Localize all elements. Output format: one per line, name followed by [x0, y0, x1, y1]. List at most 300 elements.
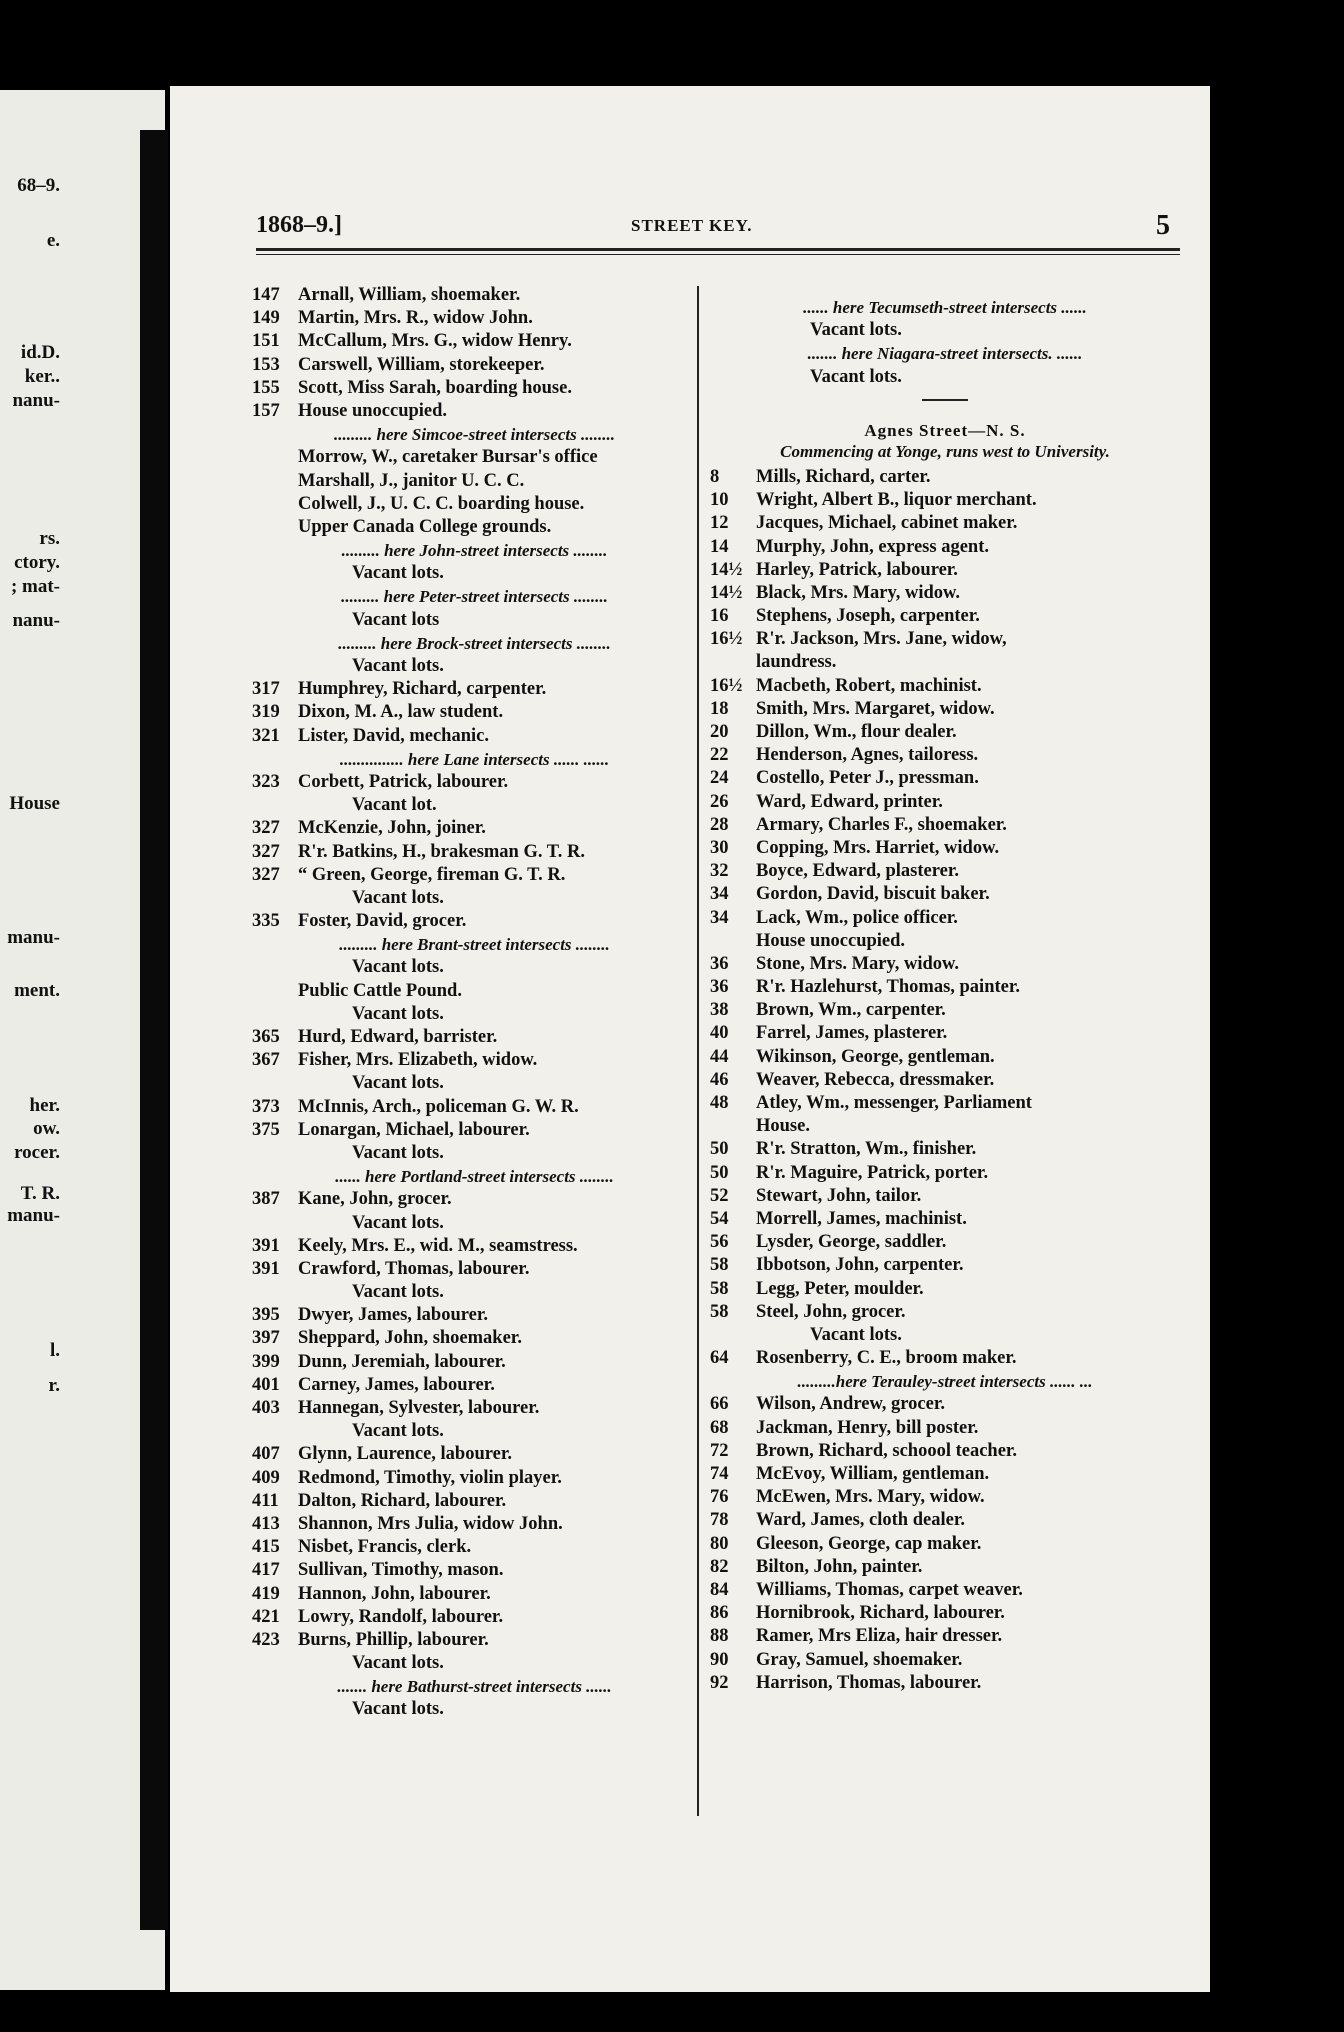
house-number: 155: [252, 377, 280, 398]
house-number: 18: [710, 698, 729, 719]
fragment-text: 68–9.: [17, 175, 60, 196]
house-number: 36: [710, 953, 729, 974]
resident-text: Wilson, Andrew, grocer.: [756, 1394, 945, 1415]
directory-entry: [252, 1096, 697, 1119]
directory-entry: [710, 1254, 1180, 1277]
house-number: 40: [710, 1023, 729, 1044]
directory-entry: [710, 582, 1180, 605]
directory-entry: [710, 1069, 1180, 1092]
directory-entry: [252, 1258, 697, 1281]
directory-entry: [252, 1049, 697, 1072]
resident-text: Crawford, Thomas, labourer.: [298, 1258, 530, 1279]
house-number: 56: [710, 1232, 729, 1253]
vacant-lots-line: Vacant lots.: [810, 366, 902, 387]
resident-text: Lysder, George, saddler.: [756, 1232, 947, 1253]
house-number: 26: [710, 791, 729, 812]
resident-text: Wikinson, George, gentleman.: [756, 1046, 995, 1067]
directory-entry: [710, 466, 1180, 489]
directory-entry: [252, 330, 697, 353]
house-number: 50: [710, 1139, 729, 1160]
house-number: 327: [252, 818, 280, 839]
resident-text: Legg, Peter, moulder.: [756, 1278, 924, 1299]
house-number: 88: [710, 1626, 729, 1647]
house-number: 28: [710, 814, 729, 835]
house-number: 10: [710, 490, 729, 511]
house-number: 413: [252, 1513, 280, 1534]
cross-street-line: .........here Terauley-street intersects ...... ...: [797, 1372, 1093, 1392]
resident-text: Carney, James, labourer.: [298, 1374, 495, 1395]
house-number: 48: [710, 1093, 729, 1113]
vacant-lots-line: Vacant lots.: [352, 563, 444, 584]
fragment-text: r.: [48, 1375, 60, 1396]
house-number: 58: [710, 1301, 729, 1322]
directory-entry: [710, 1208, 1180, 1231]
directory-entry: [710, 1301, 1180, 1324]
house-number: 407: [252, 1444, 280, 1465]
fragment-text: her.: [29, 1095, 60, 1116]
directory-entry: [710, 1162, 1180, 1185]
directory-entry: [710, 1463, 1180, 1486]
resident-text: Dillon, Wm., flour dealer.: [756, 722, 957, 742]
resident-text: Murphy, John, express agent.: [756, 536, 989, 557]
house-number: 34: [710, 907, 729, 928]
vacant-lots-line: Vacant lots.: [810, 1324, 902, 1345]
fragment-text: ; mat-: [10, 576, 60, 597]
resident-text: R'r. Hazlehurst, Thomas, painter.: [756, 977, 1020, 998]
resident-text: Mills, Richard, carter.: [756, 466, 931, 487]
resident-text: Hannon, John, labourer.: [298, 1583, 491, 1604]
directory-entry: [710, 489, 1180, 512]
resident-text: “ Green, George, fireman G. T. R.: [298, 864, 566, 885]
house-number: 391: [252, 1258, 280, 1279]
house-number: 417: [252, 1560, 280, 1581]
house-number: 367: [252, 1050, 280, 1071]
directory-entry: [252, 864, 697, 887]
directory-entry: [252, 1235, 697, 1258]
directory-entry: [252, 1119, 697, 1142]
right-entries: [710, 466, 1180, 1695]
directory-entry: [252, 1629, 697, 1652]
house-number: 391: [252, 1235, 280, 1256]
resident-text: Carswell, William, storekeeper.: [298, 354, 545, 375]
house-number: 78: [710, 1510, 729, 1531]
resident-text: Sheppard, John, shoemaker.: [298, 1328, 522, 1349]
house-number: 86: [710, 1603, 729, 1624]
resident-text: Dixon, M. A., law student.: [298, 702, 504, 723]
resident-text: Lowry, Randolf, labourer.: [298, 1606, 504, 1627]
resident-text: Wright, Albert B., liquor merchant.: [756, 490, 1037, 511]
fragment-text: rocer.: [14, 1142, 60, 1163]
resident-text: Jacques, Michael, cabinet maker.: [756, 513, 1018, 534]
house-number: 66: [710, 1394, 729, 1415]
house-number: 80: [710, 1533, 729, 1554]
directory-entry: [252, 1026, 697, 1049]
vacant-lots-line: Vacant lots.: [352, 957, 444, 978]
resident-text: Ramer, Mrs Eliza, hair dresser.: [756, 1626, 1003, 1647]
directory-entry: [252, 1559, 697, 1582]
house-number: 72: [710, 1440, 729, 1461]
house-number: 90: [710, 1649, 729, 1670]
vacant-lots-line: Vacant lots.: [352, 1142, 444, 1163]
vacant-lots-line: Vacant lots: [352, 609, 440, 630]
fragment-text: House: [9, 793, 60, 814]
cross-street-line: ......... here Peter-street intersects ........: [341, 587, 608, 607]
directory-entry: [252, 817, 697, 840]
house-number: 365: [252, 1027, 280, 1047]
fragment-text: manu-: [7, 1205, 60, 1226]
resident-text: R'r. Stratton, Wm., finisher.: [756, 1139, 977, 1160]
vacant-lots-line: Vacant lots.: [352, 1653, 444, 1674]
resident-text: Dwyer, James, labourer.: [298, 1305, 488, 1326]
resident-text: Hurd, Edward, barrister.: [298, 1027, 498, 1047]
resident-text: Morrell, James, machinist.: [756, 1208, 967, 1229]
house-number: 323: [252, 771, 280, 792]
resident-text: McEvoy, William, gentleman.: [756, 1464, 990, 1484]
directory-entry: [710, 999, 1180, 1022]
house-number: 32: [710, 861, 729, 882]
resident-text: Atley, Wm., messenger, Parliament: [756, 1093, 1032, 1113]
directory-entry: [710, 814, 1180, 837]
directory-entry: [710, 1579, 1180, 1602]
resident-text: R'r. Maguire, Patrick, porter.: [756, 1162, 989, 1183]
right-column: [710, 296, 1180, 1695]
house-number: 16½: [710, 675, 743, 696]
resident-text: Keely, Mrs. E., wid. M., seamstress.: [298, 1235, 578, 1256]
house-number: 149: [252, 308, 280, 329]
directory-entry: [710, 698, 1180, 721]
header-rule: [256, 248, 1180, 251]
directory-entry: [252, 771, 697, 794]
directory-entry: [252, 1327, 697, 1350]
directory-entry: [710, 1278, 1180, 1301]
fragment-text: e.: [46, 230, 60, 251]
vacant-lots-line: Vacant lots.: [810, 320, 902, 341]
house-number: 64: [710, 1348, 729, 1369]
directory-entry: [252, 354, 697, 377]
house-number: 321: [252, 725, 280, 746]
entry-continuation: Colwell, J., U. C. C. boarding house.: [298, 493, 585, 514]
directory-entry: [252, 1397, 697, 1420]
house-number: 401: [252, 1374, 280, 1395]
directory-entry: [252, 841, 697, 864]
house-number: 327: [252, 841, 280, 862]
directory-entry: [710, 628, 1180, 651]
resident-text: Macbeth, Robert, machinist.: [756, 675, 982, 696]
resident-text: Lonargan, Michael, labourer.: [298, 1119, 530, 1140]
house-number: 8: [710, 466, 720, 487]
house-number: 22: [710, 745, 729, 766]
resident-text: Kane, John, grocer.: [298, 1189, 452, 1210]
directory-entry: [710, 1625, 1180, 1648]
directory-entry: [710, 907, 1180, 930]
directory-entry: [710, 721, 1180, 744]
left-column: [252, 284, 697, 1722]
house-number: 317: [252, 679, 280, 700]
fragment-text: ment.: [14, 980, 60, 1001]
directory-entry: [710, 1185, 1180, 1208]
directory-entry: [252, 725, 697, 748]
vacant-lots-line: Vacant lot.: [352, 795, 437, 816]
fragment-text: manu-: [7, 927, 60, 948]
resident-text: McCallum, Mrs. G., widow Henry.: [298, 331, 572, 352]
header-rule-thin: [256, 254, 1180, 255]
resident-text: Martin, Mrs. R., widow John.: [298, 308, 533, 329]
directory-entry: [710, 767, 1180, 790]
resident-text: Fisher, Mrs. Elizabeth, widow.: [298, 1050, 538, 1071]
house-number: 16½: [710, 629, 743, 650]
directory-entry: [252, 377, 697, 400]
directory-entry: [710, 1138, 1180, 1161]
section-heading: Agnes Street—N. S.: [864, 420, 1026, 440]
cross-street-line: ......... here John-street intersects ........: [341, 541, 608, 561]
directory-entry: [252, 701, 697, 724]
directory-entry: [710, 744, 1180, 767]
directory-entry: [252, 307, 697, 330]
entry-continuation: Upper Canada College grounds.: [298, 516, 552, 537]
right-top-entries: [710, 296, 1180, 389]
resident-text: Gray, Samuel, shoemaker.: [756, 1649, 963, 1670]
directory-entry: [710, 1602, 1180, 1625]
house-number: 319: [252, 702, 280, 723]
resident-text: R'r. Batkins, H., brakesman G. T. R.: [298, 841, 585, 862]
house-number: 415: [252, 1537, 280, 1558]
vacant-lots-line: Vacant lots.: [352, 1699, 444, 1720]
directory-entry: [710, 837, 1180, 860]
resident-text: Armary, Charles F., shoemaker.: [756, 814, 1007, 835]
house-number: 76: [710, 1487, 729, 1508]
fragment-text: ker..: [24, 366, 60, 387]
directory-entry: [710, 1393, 1180, 1416]
header-title: STREET KEY.: [631, 216, 753, 235]
directory-entry: [710, 605, 1180, 628]
house-number: 58: [710, 1278, 729, 1299]
resident-text: Corbett, Patrick, labourer.: [298, 771, 509, 792]
resident-text: Copping, Mrs. Harriet, widow.: [756, 837, 1000, 858]
directory-entry: [710, 675, 1180, 698]
house-number: 82: [710, 1556, 729, 1577]
cross-street-line: ...... here Portland-street intersects ........: [335, 1167, 614, 1187]
directory-entry: [252, 284, 697, 307]
resident-text: McInnis, Arch., policeman G. W. R.: [298, 1096, 579, 1117]
directory-entry: [710, 1486, 1180, 1509]
house-number: 327: [252, 864, 280, 885]
directory-entry: [710, 1231, 1180, 1254]
house-number: 92: [710, 1672, 729, 1693]
resident-text: Redmond, Timothy, violin player.: [298, 1467, 562, 1488]
resident-text: Stephens, Joseph, carpenter.: [756, 606, 980, 627]
vacant-lots-line: Vacant lots.: [352, 656, 444, 676]
resident-text: Shannon, Mrs Julia, widow John.: [298, 1513, 563, 1534]
resident-text: Farrel, James, plasterer.: [756, 1023, 948, 1044]
directory-page: [170, 86, 1210, 1992]
resident-text: Dalton, Richard, labourer.: [298, 1490, 507, 1511]
resident-text: Brown, Richard, schoool teacher.: [756, 1440, 1018, 1461]
section-note: Commencing at Yonge, runs west to University.: [780, 441, 1110, 461]
resident-text: R'r. Jackson, Mrs. Jane, widow,: [756, 629, 1007, 650]
resident-text: Gleeson, George, cap maker.: [756, 1533, 982, 1554]
directory-entry: [710, 1417, 1180, 1440]
resident-text: Hornibrook, Richard, labourer.: [756, 1603, 1005, 1624]
resident-text: Ward, James, cloth dealer.: [756, 1510, 965, 1531]
resident-text: Steel, John, grocer.: [756, 1301, 906, 1322]
directory-entry: [710, 512, 1180, 535]
house-number: 14½: [710, 559, 743, 580]
directory-entry: [710, 976, 1180, 999]
resident-text: Henderson, Agnes, tailoress.: [756, 745, 979, 766]
house-number: 54: [710, 1208, 729, 1229]
section-dash: [922, 399, 968, 401]
directory-entry: [710, 559, 1180, 582]
vacant-lots-line: Vacant lots.: [352, 1282, 444, 1303]
resident-text: Dunn, Jeremiah, labourer.: [298, 1351, 506, 1372]
directory-entry: [252, 910, 697, 933]
resident-text: House unoccupied.: [298, 400, 448, 421]
fragment-text: ow.: [33, 1118, 60, 1139]
page-header: [256, 208, 1176, 244]
header-year: 1868–9.]: [256, 212, 342, 238]
vacant-lots-line: Vacant lots.: [352, 887, 444, 908]
fragment-text: nanu-: [12, 390, 60, 411]
entry-continuation: Public Cattle Pound.: [298, 980, 462, 1001]
directory-entry: [252, 1443, 697, 1466]
resident-text: Harrison, Thomas, labourer.: [756, 1672, 982, 1693]
house-number: 397: [252, 1328, 280, 1349]
directory-entry: [710, 1046, 1180, 1069]
directory-entry: [252, 1490, 697, 1513]
directory-entry: [710, 1440, 1180, 1463]
directory-entry: [252, 1304, 697, 1327]
house-number: 395: [252, 1305, 280, 1326]
house-number: 421: [252, 1606, 280, 1627]
house-number: 24: [710, 768, 729, 789]
fragment-text: l.: [49, 1340, 60, 1361]
fragment-text: ctory.: [14, 552, 60, 573]
resident-text: Smith, Mrs. Margaret, widow.: [756, 698, 995, 719]
house-number: 403: [252, 1398, 280, 1418]
house-number: 44: [710, 1046, 729, 1067]
resident-text: Hannegan, Sylvester, labourer.: [298, 1398, 540, 1418]
resident-text: McEwen, Mrs. Mary, widow.: [756, 1487, 985, 1508]
resident-text: Sullivan, Timothy, mason.: [298, 1560, 504, 1581]
entry-continuation: Marshall, J., janitor U. C. C.: [298, 470, 525, 491]
house-number: 50: [710, 1162, 729, 1183]
directory-entry: [710, 1092, 1180, 1115]
house-number: 373: [252, 1096, 280, 1117]
resident-text: Glynn, Laurence, labourer.: [298, 1444, 512, 1465]
house-number: 157: [252, 400, 280, 421]
resident-text: Ibbotson, John, carpenter.: [756, 1255, 964, 1276]
house-number: 375: [252, 1119, 280, 1140]
house-number: 38: [710, 1000, 729, 1021]
vacant-lots-line: Vacant lots.: [352, 1212, 444, 1233]
house-number: 423: [252, 1629, 280, 1650]
house-number: 335: [252, 911, 280, 932]
resident-text: Humphrey, Richard, carpenter.: [298, 679, 547, 700]
house-number: 36: [710, 977, 729, 998]
fragment-text: nanu-: [12, 610, 60, 631]
directory-entry: [710, 883, 1180, 906]
house-number: 151: [252, 331, 280, 352]
cross-street-line: ....... here Niagara-street intersects. ......: [807, 344, 1083, 364]
directory-entry: [710, 1347, 1180, 1370]
resident-text: Brown, Wm., carpenter.: [756, 1000, 946, 1021]
directory-entry: [252, 400, 697, 423]
entry-continuation: laundress.: [756, 652, 837, 673]
house-number: 14: [710, 536, 729, 557]
cross-street-line: ............... here Lane intersects ...... ......: [339, 749, 610, 769]
book-spine: [140, 130, 168, 1930]
directory-entry: [252, 1188, 697, 1211]
fragment-text: rs.: [39, 528, 60, 549]
entry-continuation: House unoccupied.: [756, 930, 906, 951]
vacant-lots-line: Vacant lots.: [352, 1003, 444, 1024]
cross-street-line: ....... here Bathurst-street intersects ......: [337, 1677, 612, 1697]
resident-text: Stone, Mrs. Mary, widow.: [756, 953, 959, 974]
resident-text: Jackman, Henry, bill poster.: [756, 1417, 979, 1438]
cross-street-line: ......... here Brock-street intersects ........: [338, 633, 611, 653]
house-number: 419: [252, 1583, 280, 1604]
house-number: 411: [252, 1490, 279, 1511]
resident-text: Rosenberry, C. E., broom maker.: [756, 1348, 1017, 1369]
directory-entry: [710, 860, 1180, 883]
entry-continuation: House.: [756, 1116, 810, 1137]
directory-entry: [252, 1583, 697, 1606]
resident-text: Nisbet, Francis, clerk.: [298, 1537, 472, 1558]
resident-text: Lister, David, mechanic.: [298, 725, 489, 746]
house-number: 84: [710, 1579, 729, 1600]
directory-entry: [710, 536, 1180, 559]
directory-entry: [252, 1351, 697, 1374]
directory-entry: [252, 1536, 697, 1559]
directory-entry: [710, 1672, 1180, 1695]
column-divider: [697, 286, 699, 1816]
house-number: 20: [710, 722, 729, 742]
cross-street-line: ......... here Simcoe-street intersects ........: [334, 425, 615, 445]
house-number: 58: [710, 1255, 729, 1276]
directory-entry: [252, 1513, 697, 1536]
resident-text: Arnall, William, shoemaker.: [298, 285, 521, 305]
house-number: 16: [710, 606, 729, 627]
directory-entry: [252, 678, 697, 701]
resident-text: Burns, Phillip, labourer.: [298, 1629, 489, 1650]
house-number: 14½: [710, 582, 743, 603]
house-number: 153: [252, 354, 280, 375]
house-number: 399: [252, 1351, 280, 1372]
resident-text: Gordon, David, biscuit baker.: [756, 884, 990, 905]
vacant-lots-line: Vacant lots.: [352, 1073, 444, 1094]
resident-text: Boyce, Edward, plasterer.: [756, 861, 959, 882]
house-number: 387: [252, 1189, 280, 1210]
fragment-text: T. R.: [20, 1183, 60, 1204]
directory-entry: [710, 1022, 1180, 1045]
resident-text: Lack, Wm., police officer.: [756, 907, 958, 928]
resident-text: Ward, Edward, printer.: [756, 791, 943, 812]
resident-text: Harley, Patrick, labourer.: [756, 559, 958, 580]
directory-entry: [252, 1467, 697, 1490]
directory-entry: [710, 791, 1180, 814]
directory-entry: [252, 1374, 697, 1397]
house-number: 147: [252, 285, 280, 305]
house-number: 409: [252, 1467, 280, 1488]
resident-text: Bilton, John, painter.: [756, 1556, 923, 1577]
resident-text: Weaver, Rebecca, dressmaker.: [756, 1069, 995, 1090]
vacant-lots-line: Vacant lots.: [352, 1421, 444, 1442]
cross-street-line: ...... here Tecumseth-street intersects ......: [803, 298, 1087, 317]
resident-text: Costello, Peter J., pressman.: [756, 768, 979, 789]
resident-text: McKenzie, John, joiner.: [298, 818, 486, 839]
directory-entry: [710, 1649, 1180, 1672]
house-number: 46: [710, 1069, 729, 1090]
